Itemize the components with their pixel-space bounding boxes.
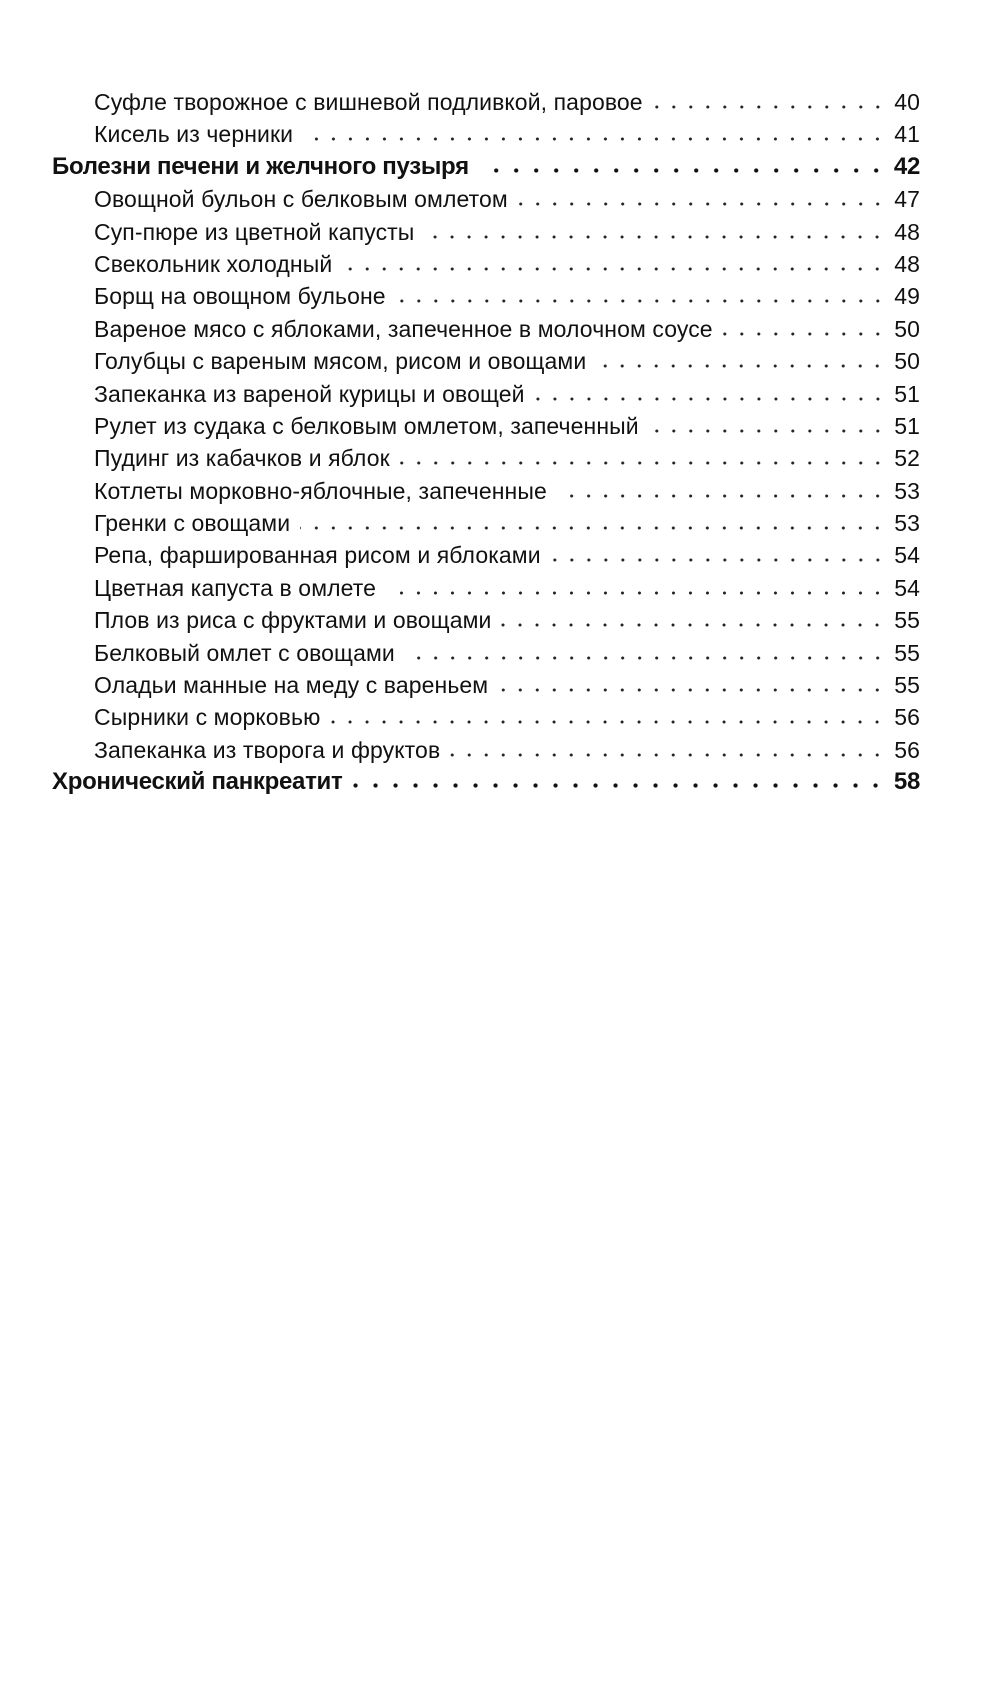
toc-entry-title: Борщ на овощном бульоне — [94, 283, 386, 310]
dot-leader — [653, 90, 886, 110]
toc-entry-title: Цветная капуста в омлете — [94, 574, 377, 601]
toc-entry-page: 55 — [894, 639, 920, 666]
dot-leader — [501, 608, 886, 628]
dot-leader — [498, 673, 886, 693]
toc-entry-title: Запеканка из творога и фруктов — [94, 736, 441, 763]
toc-section-title: Хронический панкреатит — [52, 768, 343, 796]
toc-entry-page: 56 — [894, 736, 920, 763]
toc-entry-page: 48 — [894, 218, 920, 245]
dot-leader — [342, 252, 886, 272]
dot-leader — [551, 543, 886, 563]
toc-entry-title: Вареное мясо с яблоками, запеченное в молочном соусе — [94, 315, 713, 342]
toc-entry-title: Сырники с морковью — [94, 704, 321, 731]
table-of-contents — [52, 86, 920, 799]
toc-entry-page: 54 — [894, 574, 920, 601]
toc-entry — [52, 313, 920, 345]
toc-entry — [52, 701, 920, 733]
toc-entry — [52, 86, 920, 118]
toc-section-title: Болезни печени и желчного пузыря — [52, 152, 469, 180]
dot-leader — [386, 576, 886, 596]
toc-entry — [52, 118, 920, 150]
toc-entry-title: Овощной бульон с белковым омлетом — [94, 186, 508, 213]
toc-entry — [52, 604, 920, 636]
toc-entry-page: 53 — [894, 477, 920, 504]
toc-entry-title: Запеканка из вареной курицы и овощей — [94, 380, 525, 407]
toc-entry — [52, 248, 920, 280]
dot-leader — [557, 479, 886, 499]
toc-section-page: 42 — [893, 152, 920, 180]
dot-leader — [479, 154, 886, 174]
toc-entry-title: Суп-пюре из цветной капусты — [94, 218, 415, 245]
toc-entry-page: 48 — [894, 250, 920, 277]
toc-entry — [52, 572, 920, 604]
toc-entry-title: Рулет из судака с белковым омлетом, запеченный — [94, 412, 639, 439]
toc-entry — [52, 345, 920, 377]
toc-entry-page: 55 — [894, 672, 920, 699]
dot-leader — [303, 122, 886, 142]
toc-entry-page: 40 — [894, 89, 920, 115]
dot-leader — [396, 284, 886, 304]
toc-entry-page: 54 — [894, 542, 920, 569]
toc-entry-page: 51 — [894, 380, 920, 407]
dot-leader — [649, 414, 886, 434]
toc-entry-page: 50 — [894, 348, 920, 375]
dot-leader — [518, 187, 886, 207]
toc-entry-page: 50 — [894, 315, 920, 342]
toc-entry — [52, 410, 920, 442]
toc-entry-title: Свекольник холодный — [94, 250, 333, 277]
toc-entry-title: Белковый омлет с овощами — [94, 639, 395, 666]
toc-entry-page: 52 — [894, 445, 920, 472]
toc-section-page: 58 — [893, 768, 920, 796]
toc-entry-page: 49 — [894, 283, 920, 310]
dot-leader — [535, 382, 886, 402]
toc-entry — [52, 507, 920, 539]
dot-leader — [352, 769, 886, 789]
dot-leader — [405, 641, 886, 661]
toc-entry — [52, 637, 920, 669]
toc-entry-title: Котлеты морковно-яблочные, запеченные — [94, 477, 547, 504]
toc-entry-page: 53 — [894, 510, 920, 537]
toc-entry — [52, 475, 920, 507]
toc-entry — [52, 669, 920, 701]
toc-entry — [52, 539, 920, 571]
toc-entry-page: 56 — [894, 704, 920, 731]
toc-section-heading — [52, 766, 920, 798]
toc-entry — [52, 442, 920, 474]
toc-entry-title: Плов из риса с фруктами и овощами — [94, 607, 492, 634]
dot-leader — [300, 511, 886, 531]
toc-entry-title: Голубцы с вареным мясом, рисом и овощами — [94, 348, 587, 375]
toc-entry — [52, 734, 920, 766]
toc-entry-title: Оладьи манные на меду с вареньем — [94, 672, 489, 699]
dot-leader — [596, 349, 886, 369]
toc-entry-page: 51 — [894, 412, 920, 439]
toc-entry-page: 41 — [894, 121, 920, 148]
dot-leader — [723, 317, 886, 337]
toc-entry — [52, 378, 920, 410]
dot-leader — [330, 705, 886, 725]
dot-leader — [400, 446, 886, 466]
toc-entry — [52, 216, 920, 248]
dot-leader — [424, 220, 886, 240]
toc-entry-title: Суфле творожное с вишневой подливкой, паровое — [94, 89, 643, 115]
toc-entry-page: 55 — [894, 607, 920, 634]
toc-entry-title: Пудинг из кабачков и яблок — [94, 445, 390, 472]
toc-entry-title: Гренки с овощами — [94, 510, 291, 537]
toc-entry — [52, 280, 920, 312]
toc-entry-title: Репа, фаршированная рисом и яблоками — [94, 542, 541, 569]
dot-leader — [450, 738, 886, 758]
toc-entry-page: 47 — [894, 186, 920, 213]
toc-entry — [52, 183, 920, 215]
toc-entry-title: Кисель из черники — [94, 121, 294, 148]
toc-section-heading — [52, 151, 920, 183]
